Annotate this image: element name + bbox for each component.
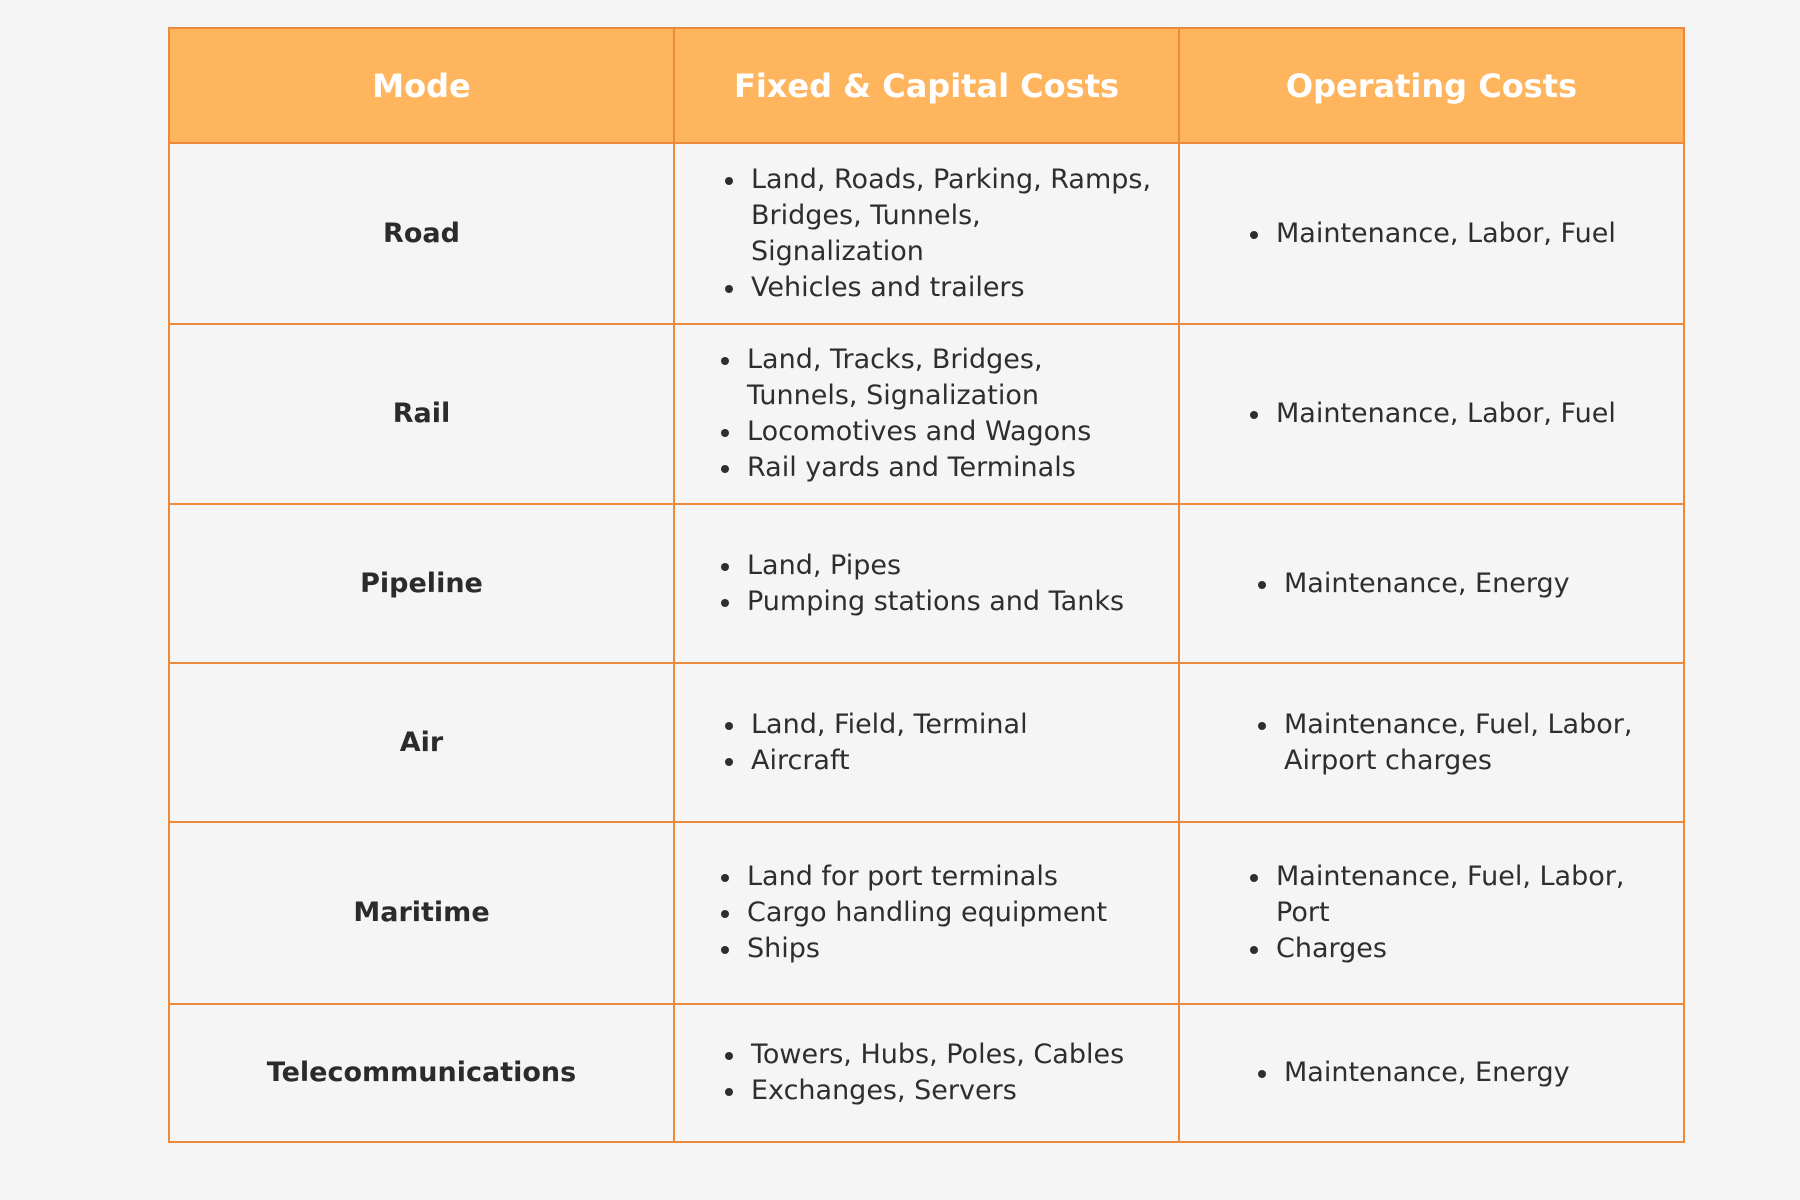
operating-costs-cell	[1179, 324, 1684, 504]
mode-cell: Road	[169, 143, 674, 324]
list-item: Maintenance, Labor, Fuel	[1246, 216, 1663, 252]
list-item: Maintenance, Fuel, Labor, Port	[1246, 859, 1663, 931]
column-header-mode: Mode	[169, 28, 674, 143]
fixed-costs-list	[717, 342, 1158, 486]
operating-costs-list	[1254, 566, 1663, 602]
list-item: Maintenance, Energy	[1254, 566, 1663, 602]
table-row	[169, 504, 1684, 663]
operating-costs-cell	[1179, 504, 1684, 663]
list-item: Charges	[1246, 931, 1663, 967]
list-item: Pumping stations and Tanks	[717, 584, 1158, 620]
operating-costs-cell	[1179, 663, 1684, 822]
operating-costs-cell	[1179, 1004, 1684, 1142]
table-row	[169, 822, 1684, 1004]
operating-costs-list	[1254, 707, 1663, 779]
list-item: Land, Pipes	[717, 548, 1158, 584]
table-row	[169, 663, 1684, 822]
operating-costs-list	[1254, 1055, 1663, 1091]
list-item: Land, Tracks, Bridges, Tunnels, Signalization	[717, 342, 1158, 414]
fixed-costs-list	[717, 548, 1158, 620]
list-item: Towers, Hubs, Poles, Cables	[721, 1037, 1158, 1073]
transport-costs-table	[168, 27, 1685, 1143]
operating-costs-cell	[1179, 143, 1684, 324]
column-header-fixed-capital-costs: Fixed & Capital Costs	[674, 28, 1179, 143]
column-header-operating-costs: Operating Costs	[1179, 28, 1684, 143]
mode-cell: Air	[169, 663, 674, 822]
list-item: Rail yards and Terminals	[717, 450, 1158, 486]
list-item: Aircraft	[721, 743, 1158, 779]
table-header-row	[169, 28, 1684, 143]
list-item: Maintenance, Energy	[1254, 1055, 1663, 1091]
fixed-costs-cell	[674, 143, 1179, 324]
list-item: Maintenance, Labor, Fuel	[1246, 396, 1663, 432]
fixed-costs-list	[721, 1037, 1158, 1109]
list-item: Land, Roads, Parking, Ramps, Bridges, Tunnels, Signalization	[721, 162, 1158, 270]
costs-table-container	[168, 27, 1685, 1143]
operating-costs-list	[1246, 216, 1663, 252]
fixed-costs-list	[721, 162, 1158, 306]
fixed-costs-cell	[674, 324, 1179, 504]
fixed-costs-cell	[674, 822, 1179, 1004]
fixed-costs-cell	[674, 1004, 1179, 1142]
list-item: Locomotives and Wagons	[717, 414, 1158, 450]
operating-costs-list	[1246, 396, 1663, 432]
fixed-costs-list	[721, 707, 1158, 779]
list-item: Land, Field, Terminal	[721, 707, 1158, 743]
operating-costs-cell	[1179, 822, 1684, 1004]
fixed-costs-cell	[674, 504, 1179, 663]
table-row	[169, 143, 1684, 324]
fixed-costs-list	[717, 859, 1158, 967]
list-item: Maintenance, Fuel, Labor, Airport charges	[1254, 707, 1663, 779]
list-item: Exchanges, Servers	[721, 1073, 1158, 1109]
fixed-costs-cell	[674, 663, 1179, 822]
mode-cell: Rail	[169, 324, 674, 504]
list-item: Vehicles and trailers	[721, 270, 1158, 306]
mode-cell: Pipeline	[169, 504, 674, 663]
list-item: Ships	[717, 931, 1158, 967]
mode-cell: Maritime	[169, 822, 674, 1004]
table-row	[169, 1004, 1684, 1142]
table-row	[169, 324, 1684, 504]
list-item: Land for port terminals	[717, 859, 1158, 895]
list-item: Cargo handling equipment	[717, 895, 1158, 931]
operating-costs-list	[1246, 859, 1663, 967]
mode-cell: Telecommunications	[169, 1004, 674, 1142]
